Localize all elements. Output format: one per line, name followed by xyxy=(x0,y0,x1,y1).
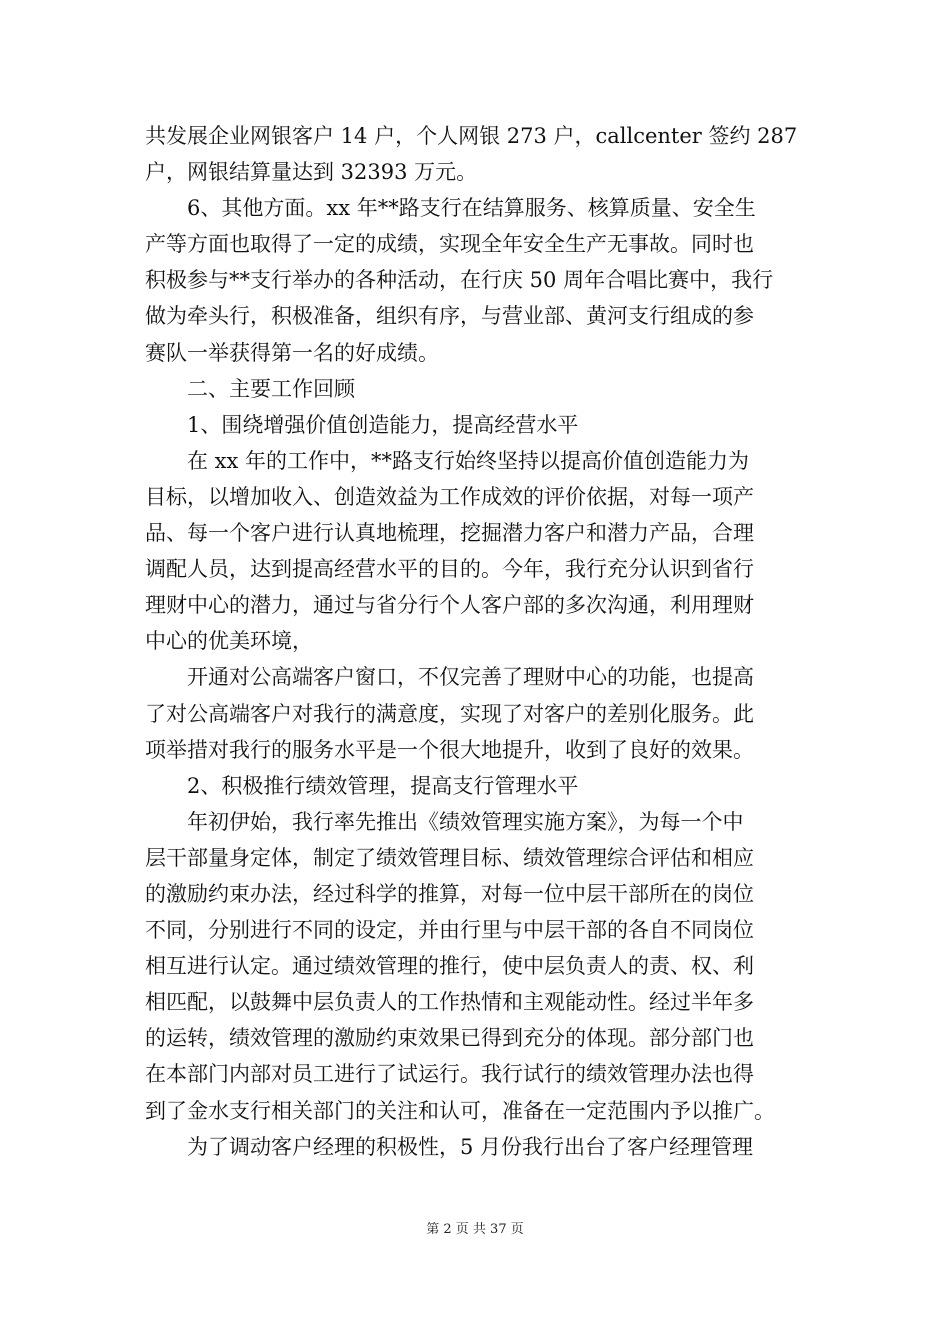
text-line: 调配人员，达到提高经营水平的目的。今年，我行充分认识到省行 xyxy=(145,557,754,582)
text-line: 6、其他方面。xx 年**路支行在结算服务、核算质量、安全生 xyxy=(145,196,756,221)
text-line: 中心的优美环境， xyxy=(145,629,313,654)
text-line: 赛队一举获得第一名的好成绩。 xyxy=(145,340,439,365)
body-text xyxy=(145,118,807,1165)
text-line: 项举措对我行的服务水平是一个很大地提升，收到了良好的效果。 xyxy=(145,737,754,762)
text-line: 相匹配，以鼓舞中层负责人的工作热情和主观能动性。经过半年多 xyxy=(145,990,754,1015)
text-line: 不同，分别进行不同的设定，并由行里与中层干部的各自不同岗位 xyxy=(145,918,754,943)
text-line: 层干部量身定体，制定了绩效管理目标、绩效管理综合评估和相应 xyxy=(145,845,754,870)
text-line: 理财中心的潜力，通过与省分行个人客户部的多次沟通，利用理财 xyxy=(145,593,754,618)
text-line: 到了金水支行相关部门的关注和认可，准备在一定范围内予以推广。 xyxy=(145,1098,775,1123)
text-line: 的运转，绩效管理的激励约束效果已得到充分的体现。部分部门也 xyxy=(145,1026,754,1051)
text-line: 二、主要工作回顾 xyxy=(145,376,355,401)
text-line: 在本部门内部对员工进行了试运行。我行试行的绩效管理办法也得 xyxy=(145,1062,754,1087)
text-line: 相互进行认定。通过绩效管理的推行，使中层负责人的责、权、利 xyxy=(145,954,754,979)
text-line: 目标，以增加收入、创造效益为工作成效的评价依据，对每一项产 xyxy=(145,484,754,509)
text-line: 年初伊始，我行率先推出《绩效管理实施方案》，为每一个中 xyxy=(145,809,744,834)
text-line: 品、每一个客户进行认真地梳理，挖掘潜力客户和潜力产品，合理 xyxy=(145,521,754,546)
text-line: 做为牵头行，积极准备，组织有序，与营业部、黄河支行组成的参 xyxy=(145,304,754,329)
page-number-footer: 第 2 页 共 37 页 xyxy=(426,1222,524,1237)
text-line: 户，网银结算量达到 32393 万元。 xyxy=(145,160,478,185)
text-line: 产等方面也取得了一定的成绩，实现全年安全生产无事故。同时也 xyxy=(145,232,754,257)
text-line: 的激励约束办法，经过科学的推算，对每一位中层干部所在的岗位 xyxy=(145,881,754,906)
text-line: 共发展企业网银客户 14 户，个人网银 273 户，callcenter 签约 287 xyxy=(145,124,798,148)
text-line: 2、积极推行绩效管理，提高支行管理水平 xyxy=(145,773,579,798)
text-line: 了对公高端客户对我行的满意度，实现了对客户的差别化服务。此 xyxy=(145,701,754,726)
text-line: 1、围绕增强价值创造能力，提高经营水平 xyxy=(145,412,579,437)
text-line: 为了调动客户经理的积极性，5 月份我行出台了客户经理管理 xyxy=(145,1134,754,1159)
text-line: 在 xx 年的工作中，**路支行始终坚持以提高价值创造能力为 xyxy=(145,448,750,473)
text-line: 积极参与**支行举办的各种活动，在行庆 50 周年合唱比赛中，我行 xyxy=(145,268,774,293)
text-line: 开通对公高端客户窗口，不仅完善了理财中心的功能，也提高 xyxy=(145,665,754,690)
